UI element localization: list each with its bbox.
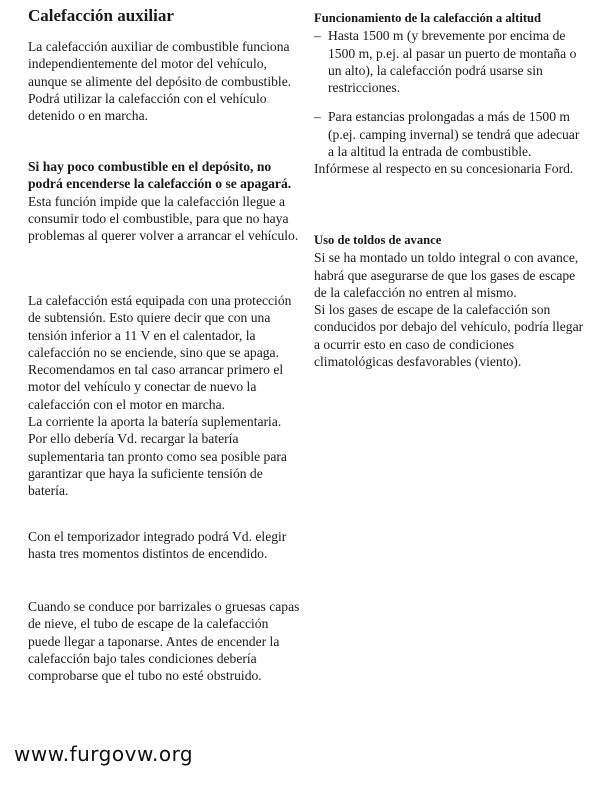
warning-text: Esta función impide que la calefacción llegue a consumir todo el combustible, para que no haya problemas al querer volver a arrancar el vehículo. — [28, 193, 299, 244]
page-title: Calefacción auxiliar — [28, 6, 174, 25]
awning-paragraph: Si se ha montado un toldo integral o con avance, habrá que asegurarse de que los gases de escape de la calefacción no entren al mismo. — [314, 250, 579, 300]
protection-paragraph: La corriente la aporta la batería suplementaria. Por ello debería Vd. recargar la batería suplementaria tan pronto como sea posible para garantizar que haya la suficiente tensión de batería. — [28, 414, 287, 499]
list-item — [314, 108, 586, 160]
warning-section — [28, 158, 300, 244]
timer-section — [28, 528, 300, 563]
intro-section — [28, 38, 300, 124]
awning-heading: Uso de toldos de avance — [314, 233, 442, 247]
warning-heading: Si hay poco combustible en el depósito, no podrá encenderse la calefacción o se apagará. — [28, 159, 292, 192]
list-item-text: Para estancias prolongadas a más de 1500 m (p.ej. camping invernal) se tendrá que adecuar a la altitud la entrada de combustible. — [328, 109, 580, 160]
intro-paragraph: La calefacción auxiliar de combustible funciona independientemente del motor del vehículo, aunque se alimente del depósito de combustible. — [28, 39, 292, 89]
intro-paragraph: Podrá utilizar la calefacción con el vehículo detenido o en marcha. — [28, 90, 267, 124]
mud-paragraph: Cuando se conduce por barrizales o gruesas capas de nieve, el tubo de escape de la calefacción puede llegar a taponarse. Antes de encender la calefacción bajo tales condiciones debería comprobarse que el tubo no esté obstruido. — [28, 599, 300, 684]
altitude-heading: Funcionamiento de la calefacción a altitud — [314, 11, 542, 25]
altitude-note: Infórmese al respecto en su concesionaria Ford. — [314, 161, 574, 177]
protection-paragraph: La calefacción está equipada con una protección de subtensión. Esto quiere decir que con una tensión inferior a 11 V en el calentador, la calefacción no se enciende, sino que se apaga. — [28, 293, 292, 360]
protection-section — [28, 292, 300, 500]
mud-section — [28, 598, 300, 684]
list-item — [314, 27, 586, 96]
footer-watermark: www.furgovw.org — [14, 742, 194, 766]
awning-paragraph: Si los gases de escape de la calefacción son conducidos por debajo del vehículo, podría llegar a ocurrir esto en caso de condiciones climatológicas desfavorables (viento). — [314, 302, 584, 370]
dash-bullet-icon: – — [314, 28, 321, 44]
awning-section — [314, 232, 586, 370]
protection-paragraph: Recomendamos en tal caso arrancar primero el motor del vehículo y conectar de nuevo la calefacción con el motor en marcha. — [28, 362, 284, 412]
list-item-text: Hasta 1500 m (y brevemente por encima de 1500 m, p.ej. al pasar un puerto de montaña o un alto), la calefacción podrá usarse sin restricciones. — [328, 28, 577, 96]
timer-paragraph: Con el temporizador integrado podrá Vd. elegir hasta tres momentos distintos de encendido. — [28, 529, 287, 562]
dash-bullet-icon: – — [314, 109, 321, 125]
altitude-section — [314, 10, 586, 178]
